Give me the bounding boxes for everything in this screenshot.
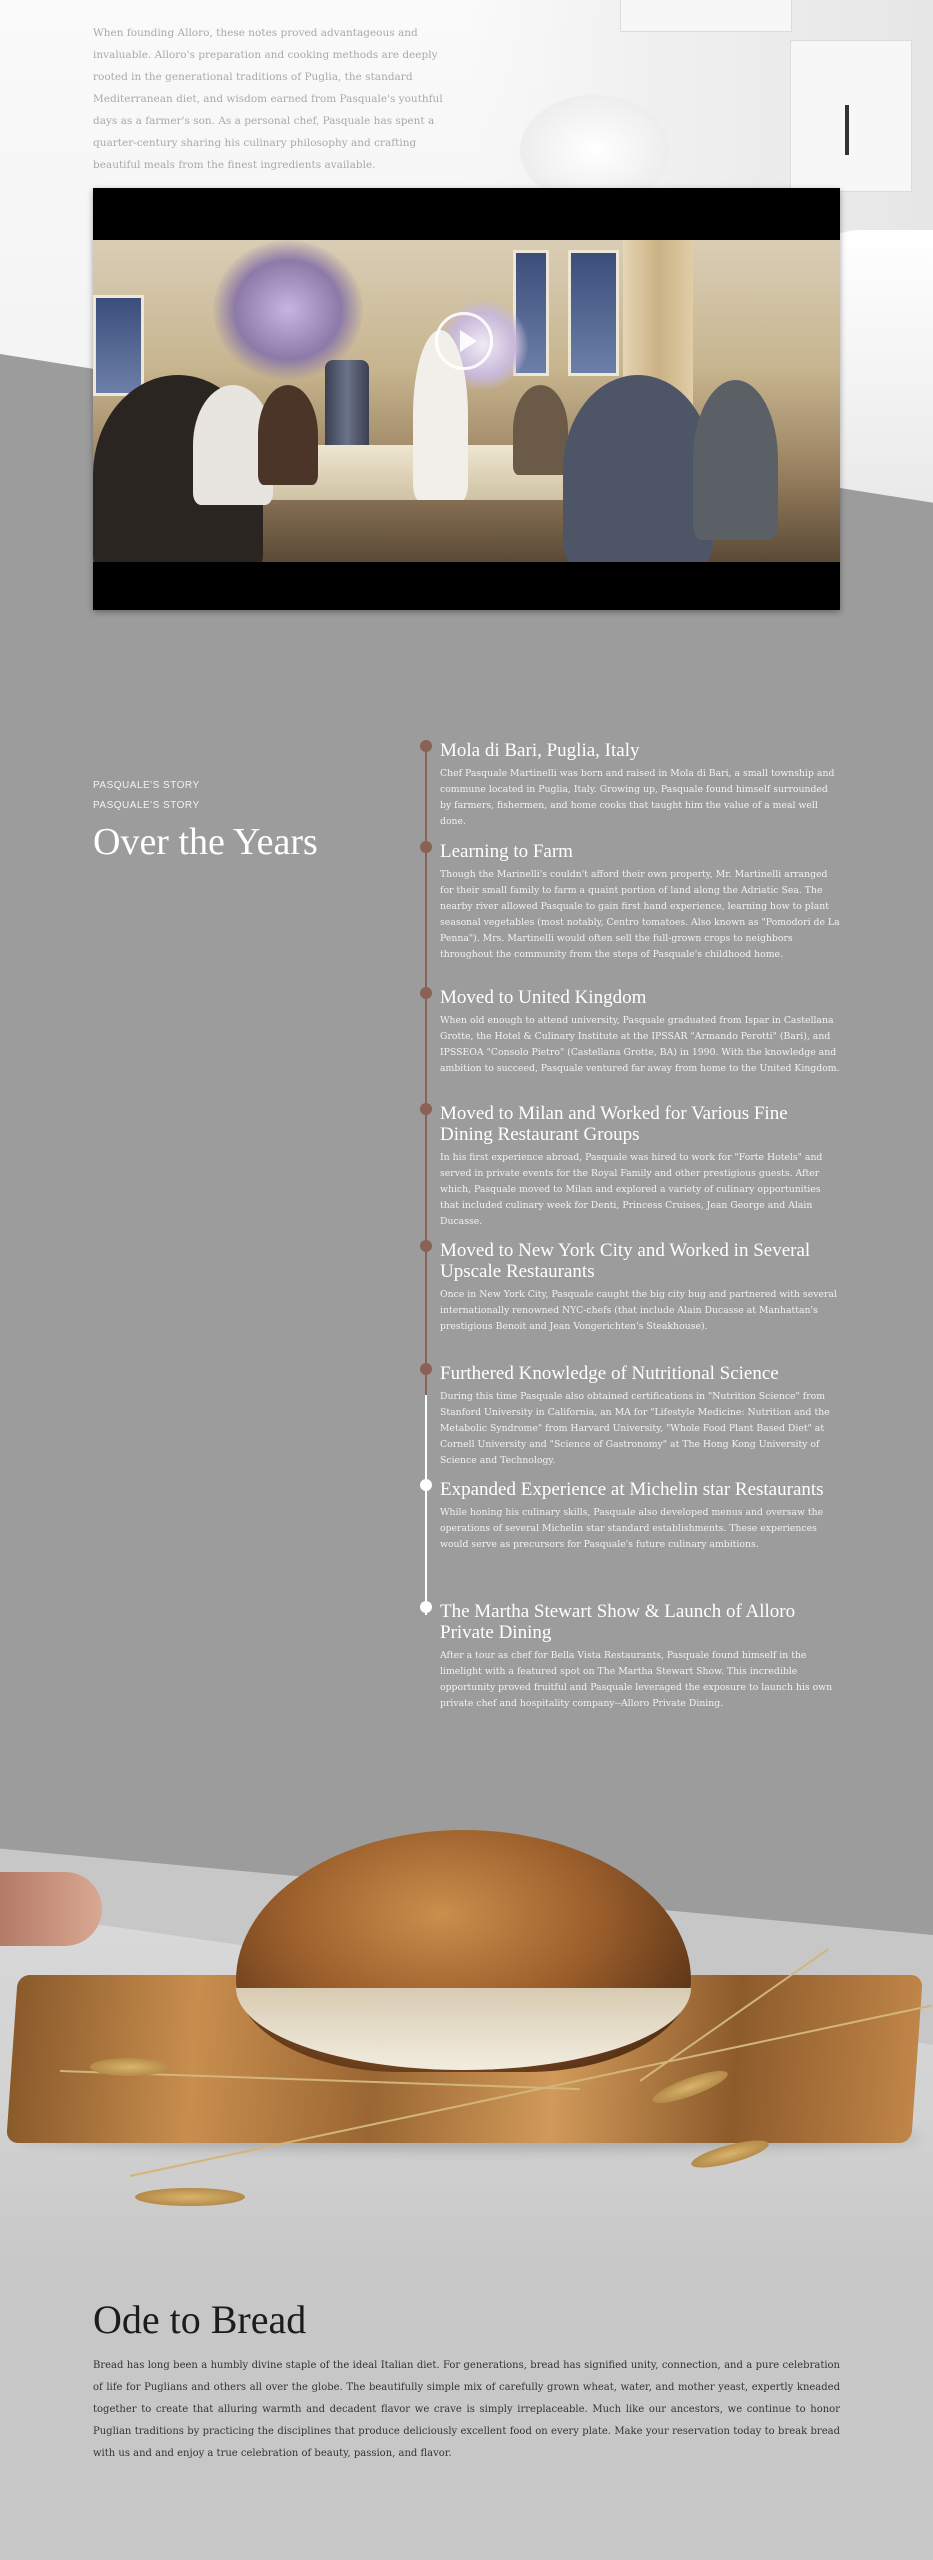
event-title: Learning to Farm [440,841,573,862]
intro-paragraph: When founding Alloro, these notes proved advantageous and invaluable. Alloro's preparation and cooking methods are deeply rooted in the generational traditions of Puglia, the standard Mediterranean diet, and wisdom earned from Pasquale's youthful days as a farmer's son. As a personal chef, Pasquale has spent a quarter-century sharing his culinary philosophy and crafting beautiful meals from the finest ingredients available. [93,27,443,171]
timeline-event [440,987,840,1077]
timeline-dot [420,841,432,853]
timeline-event [440,841,840,963]
timeline-dot [420,1479,432,1491]
bread-title: Ode to Bread [93,2297,307,2342]
wheat-grain [90,2058,170,2076]
play-icon[interactable] [435,312,493,370]
section-eyebrow: PASQUALE'S STORY [93,800,200,811]
timeline-dot [420,1240,432,1252]
timeline-dot [420,987,432,999]
event-text: Though the Marinelli's couldn't afford their own property, Mr. Martinelli arranged for their small family to farm a quaint portion of land along the Adriatic Sea. The nearby river allowed Pasquale to gain first hand experience, learning how to plant seasonal vegetables (most notably, Centro tomatoes. Also known as "Pomodori de La Penna"). Mrs. Martinelli would often sell the full-grown crops to neighbors throughout the community from the steps of Pasquale's childhood home. [440,869,840,960]
bread-paragraph: Bread has long been a humbly divine staple of the ideal Italian diet. For generations, bread has signified unity, connection, and a pure celebration of life for Puglians and others all over the globe. The beautifully simple mix of carefully grown wheat, water, and mother yeast, expertly kneaded together to create that alluring warmth and decadent flavor we crave is simply irreplaceable. Much like our ancestors, we continue to honor Puglian traditions by practicing the disciplines that produce deliciously excellent food on every plate. Make your reservation today to break bread with us and and enjoy a true celebration of beauty, passion, and flavor. [93,2360,840,2459]
timeline-event [440,1601,840,1712]
event-title: Moved to New York City and Worked in Several Upscale Restaurants [440,1240,811,1282]
timeline-dot [420,1103,432,1115]
timeline-dot [420,740,432,752]
section-title: Over the Years [93,821,318,863]
timeline-event [440,1479,840,1553]
event-title: The Martha Stewart Show & Launch of Alloro Private Dining [440,1601,796,1643]
event-text: Chef Pasquale Martinelli was born and raised in Mola di Bari, a small township and commune located in Puglia, Italy. Growing up, Pasquale found himself surrounded by farmers, fishermen, and home cooks that taught him the value of a meal well done. [440,768,835,827]
timeline-event [440,1103,840,1230]
timeline-event [440,1363,840,1469]
event-text: After a tour as chef for Bella Vista Restaurants, Pasquale found himself in the limelight with a featured spot on The Martha Stewart Show. This incredible opportunity proved fruitful and Pasquale leveraged the exposure to launch his own private chef and hospitality company--Alloro Private Dining. [440,1650,833,1709]
timeline-line [425,1395,427,1615]
wheat-grain [135,2188,245,2206]
event-text: In his first experience abroad, Pasquale was hired to work for "Forte Hotels" and served in private events for the Royal Family and other prestigious guests. After which, Pasquale moved to Milan and explored a variety of culinary opportunities that included culinary week for Denti, Princess Cruises, Jean George and Alain Ducasse. [440,1152,823,1227]
hand-image [0,1872,102,1946]
section-eyebrow: PASQUALE'S STORY [93,780,200,791]
event-text: Once in New York City, Pasquale caught the big city bug and partnered with several internationally renowned NYC-chefs (that include Alain Ducasse at Manhattan's prestigious Benoit and Jean Vongerichten's Steakhouse). [440,1289,837,1332]
event-title: Moved to Milan and Worked for Various Fine Dining Restaurant Groups [440,1103,788,1145]
event-title: Furthered Knowledge of Nutritional Science [440,1363,779,1384]
timeline-event [440,740,840,830]
timeline-event [440,1240,840,1335]
video-player[interactable] [93,188,840,610]
event-text: While honing his culinary skills, Pasquale also developed menus and oversaw the operations of several Michelin star standard establishments. These experiences would serve as precursors for Pasquale's future culinary ambitions. [440,1507,824,1550]
event-text: When old enough to attend university, Pasquale graduated from Ispar in Castellana Grotte, the Hotel & Culinary Institute at the IPSSAR "Armando Perotti" (Bari), and IPSSEOA "Consolo Pietro" (Castellana Grotte, BA) in 1990. With the knowledge and ambition to succeed, Pasquale ventured far away from home to the United Kingdom. [440,1015,840,1074]
event-title: Moved to United Kingdom [440,987,647,1008]
timeline-dot [420,1363,432,1375]
event-text: During this time Pasquale also obtained certifications in "Nutrition Science" from Stanford University in California, an MA for "Lifestyle Medicine: Nutrition and the Metabolic Syndrome" from Harvard University, "Whole Food Plant Based Diet" at Cornell University and "Science of Gastronomy" at The Hong Kong University of Science and Technology. [440,1391,830,1466]
video-thumbnail [93,240,840,562]
event-title: Expanded Experience at Michelin star Restaurants [440,1479,824,1500]
timeline-dot [420,1601,432,1613]
event-title: Mola di Bari, Puglia, Italy [440,740,640,761]
